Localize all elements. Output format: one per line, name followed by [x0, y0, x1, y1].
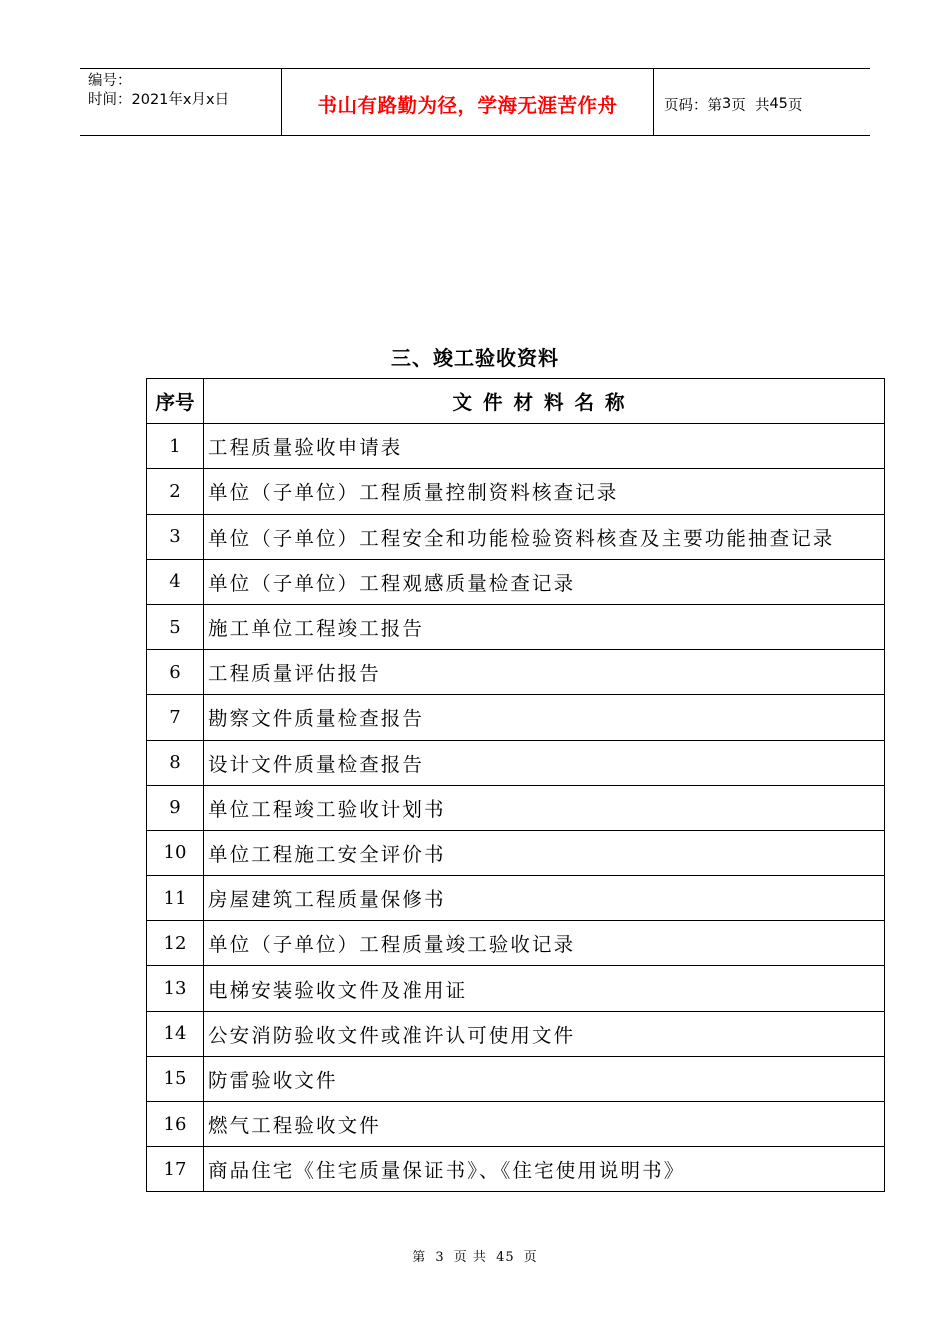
page-footer: [0, 1246, 950, 1265]
table-row: [147, 876, 885, 921]
table-row: [147, 1147, 885, 1192]
row-document-name: 房屋建筑工程质量保修书: [204, 876, 885, 921]
row-index: 10: [147, 830, 204, 875]
header-meta: [80, 69, 282, 135]
page-number: 3: [722, 96, 732, 112]
row-document-name: 工程质量评估报告: [204, 650, 885, 695]
section-title: 三、竣工验收资料: [391, 346, 559, 370]
table-row: [147, 514, 885, 559]
time-label: 时间：2021年x月x日: [88, 92, 230, 108]
table-row: [147, 740, 885, 785]
serial-label: 编号：: [88, 73, 132, 89]
header-motto: 书山有路勤为径，学海无涯苦作舟: [282, 69, 654, 135]
row-document-name: 单位（子单位）工程质量竣工验收记录: [204, 921, 885, 966]
page-prefix: 页码：第: [664, 97, 722, 114]
row-index: 11: [147, 876, 204, 921]
table-row: [147, 1056, 885, 1101]
row-index: 7: [147, 695, 204, 740]
table-row: [147, 785, 885, 830]
row-index: 17: [147, 1147, 204, 1192]
table-row: [147, 921, 885, 966]
table-row: [147, 966, 885, 1011]
table-row: [147, 604, 885, 649]
row-document-name: 防雷验收文件: [204, 1056, 885, 1101]
page-header: [80, 68, 870, 136]
page-suffix: 页: [787, 97, 803, 114]
row-index: 3: [147, 514, 204, 559]
row-document-name: 单位工程施工安全评价书: [204, 830, 885, 875]
row-document-name: 电梯安装验收文件及准用证: [204, 966, 885, 1011]
row-index: 16: [147, 1102, 204, 1147]
row-index: 9: [147, 785, 204, 830]
row-document-name: 工程质量验收申请表: [204, 424, 885, 469]
row-index: 15: [147, 1056, 204, 1101]
footer-page: 3: [435, 1250, 445, 1265]
row-document-name: 单位（子单位）工程安全和功能检验资料核查及主要功能抽查记录: [204, 514, 885, 559]
footer-total: 45: [496, 1250, 515, 1265]
table-row: [147, 1102, 885, 1147]
page-total: 45: [769, 96, 788, 112]
column-header-index: 序号: [147, 379, 204, 424]
table-row: [147, 1011, 885, 1056]
row-document-name: 单位工程竣工验收计划书: [204, 785, 885, 830]
row-document-name: 设计文件质量检查报告: [204, 740, 885, 785]
row-index: 8: [147, 740, 204, 785]
table-row: [147, 830, 885, 875]
table-row: [147, 650, 885, 695]
row-document-name: 勘察文件质量检查报告: [204, 695, 885, 740]
footer-mid: 页 共: [453, 1250, 487, 1265]
row-index: 2: [147, 469, 204, 514]
row-document-name: 商品住宅《住宅质量保证书》、《住宅使用说明书》: [204, 1147, 885, 1192]
row-document-name: 施工单位工程竣工报告: [204, 604, 885, 649]
footer-prefix: 第: [412, 1250, 427, 1265]
table-row: [147, 469, 885, 514]
row-index: 6: [147, 650, 204, 695]
page-mid: 页 共: [731, 97, 770, 114]
row-index: 5: [147, 604, 204, 649]
header-page-info: [654, 69, 870, 135]
table-row: [147, 559, 885, 604]
row-document-name: 单位（子单位）工程观感质量检查记录: [204, 559, 885, 604]
row-index: 14: [147, 1011, 204, 1056]
row-index: 1: [147, 424, 204, 469]
row-index: 4: [147, 559, 204, 604]
footer-suffix: 页: [523, 1250, 538, 1265]
row-index: 13: [147, 966, 204, 1011]
document-list-table: [146, 378, 885, 1192]
row-document-name: 燃气工程验收文件: [204, 1102, 885, 1147]
row-document-name: 单位（子单位）工程质量控制资料核查记录: [204, 469, 885, 514]
column-header-name: 文件材料名称: [204, 379, 885, 424]
table-row: [147, 424, 885, 469]
row-document-name: 公安消防验收文件或准许认可使用文件: [204, 1011, 885, 1056]
table-header-row: [147, 379, 885, 424]
row-index: 12: [147, 921, 204, 966]
table-row: [147, 695, 885, 740]
